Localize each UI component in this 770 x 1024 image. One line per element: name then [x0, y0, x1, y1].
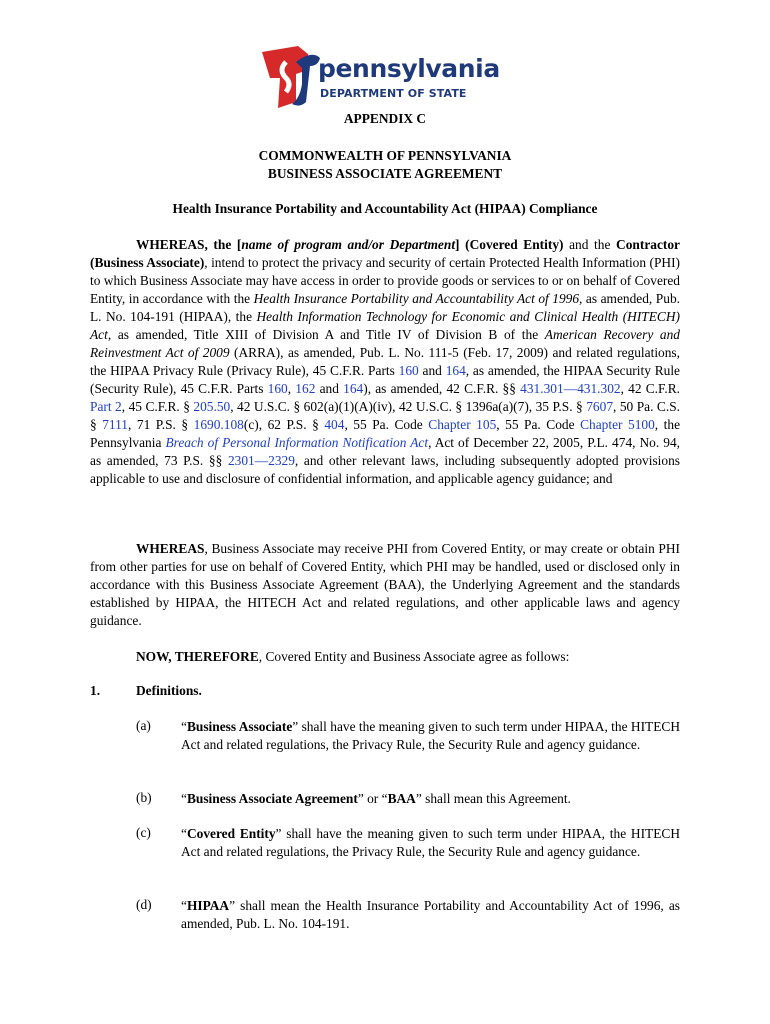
appendix-heading: APPENDIX C [343, 111, 427, 126]
text-run: , 55 Pa. Code [344, 417, 429, 432]
defined-term: Covered Entity [186, 826, 276, 841]
link-cfr-431[interactable]: 431.301—431.302 [520, 381, 621, 396]
text-run: ” shall have the meaning given to such term under HIPAA, the HITECH Act and related regulations, the Privacy Rule, the Security Rule and agency guidance. [181, 826, 680, 859]
definition-hipaa [181, 897, 680, 933]
item-label-c: (c) [136, 825, 151, 840]
text-run: ), as amended, 42 C.F.R. §§ [363, 381, 521, 396]
text-run: , intend to protect the privacy and security of certain Protected Health Information (PHI) to which Business Associate may have access in order to provide goods or services to or on behalf of Covered Entity, in accordance with the [90, 255, 680, 306]
therefore-paragraph [90, 648, 680, 666]
text-run: “ [181, 898, 187, 913]
logo-wordmark: pennsylvania [318, 54, 500, 83]
link-ps-404[interactable]: 404 [324, 417, 345, 432]
definition-baa [181, 790, 680, 808]
text-run: , Act of December 22, 2005, P.L. 474, No. 94, as amended, 73 P.S. §§ [90, 435, 680, 468]
link-cfr-160-security[interactable]: 160 [267, 381, 288, 396]
item-label-d: (d) [136, 897, 152, 912]
text-run: ” shall mean this Agreement. [415, 791, 571, 806]
text-run: and [418, 363, 446, 378]
text-run: (c), 62 P.S. § [243, 417, 325, 432]
defined-term: HIPAA [186, 898, 230, 913]
text-run: , as amended, Title XIII of Division A and Title IV of Division B of the [107, 327, 545, 342]
text-run: , 45 C.F.R. § [121, 399, 194, 414]
text-run: and the [563, 237, 617, 252]
defined-term: BAA [387, 791, 416, 806]
text-run: ” shall have the meaning given to such term under HIPAA, the HITECH Act and related regulations, the Privacy Rule, the Security Rule and agency guidance. [181, 719, 680, 752]
text-run: , 55 Pa. Code [496, 417, 581, 432]
text-run: and [315, 381, 344, 396]
item-label-a: (a) [136, 718, 151, 733]
therefore-lead: NOW, THEREFORE [136, 649, 259, 664]
text-run: , and other relevant laws, including subsequently adopted provisions applicable to use and disclosure of confidential information, and applicable agency guidance; and [90, 453, 680, 486]
text-run: , 42 C.F.R. [620, 381, 681, 396]
link-cfr-part-2[interactable]: Part 2 [90, 399, 122, 414]
text-run: , the Pennsylvania [90, 417, 681, 450]
hitech-act-title: Health Information Technology for Economic and Clinical Health (HITECH) Act [90, 309, 680, 342]
covered-entity-term: ] (Covered Entity) [455, 237, 564, 252]
text-run: , 42 U.S.C. § 602(a)(1)(A)(iv), 42 U.S.C. § 1396a(a)(7), 35 P.S. § [230, 399, 587, 414]
link-cfr-164-security[interactable]: 164 [343, 381, 364, 396]
definition-covered-entity [181, 825, 680, 861]
section-title: Definitions. [136, 683, 202, 698]
link-breach-act[interactable]: Breach of Personal Information Notification Act [165, 435, 429, 450]
link-chapter-105[interactable]: Chapter 105 [428, 417, 497, 432]
text-run: , Business Associate may receive PHI from Covered Entity, or may create or obtain PHI from other parties for use on behalf of Covered Entity, which PHI may be handled, used or disclosed only in accordance with this Business Associate Agreement (BAA), the Underlying Agreement and the standards established by HIPAA, the HITECH Act and related regulations, and other applicable laws and agency guidance. [90, 541, 680, 628]
text-run: , [287, 381, 296, 396]
link-ps-2301[interactable]: 2301—2329 [227, 453, 295, 468]
link-cfr-164[interactable]: 164 [445, 363, 466, 378]
link-cfr-160[interactable]: 160 [398, 363, 419, 378]
definition-business-associate [181, 718, 680, 754]
agreement-heading: BUSINESS ASSOCIATE AGREEMENT [267, 166, 503, 181]
program-placeholder: name of program and/or Department [241, 237, 456, 252]
link-cfr-205[interactable]: 205.50 [193, 399, 231, 414]
text-run: “ [181, 719, 187, 734]
recovery-act-title: American Recovery and Reinvestment Act of 2009 [90, 327, 680, 360]
defined-term: Business Associate Agreement [186, 791, 358, 806]
text-run: ” shall mean the Health Insurance Portability and Accountability Act of 1996, as amended, Pub. L. No. 104-191. [181, 898, 680, 931]
whereas-lead: WHEREAS, the [ [136, 237, 242, 252]
whereas-paragraph-2 [90, 540, 680, 630]
link-ps-1690[interactable]: 1690.108 [193, 417, 244, 432]
logo-department-label: DEPARTMENT OF STATE [320, 87, 467, 100]
hipaa-subtitle: Health Insurance Portability and Accountability Act (HIPAA) Compliance [172, 201, 598, 216]
text-run: ” or “ [357, 791, 388, 806]
link-ps-7607[interactable]: 7607 [586, 399, 614, 414]
item-label-b: (b) [136, 790, 152, 805]
link-chapter-5100[interactable]: Chapter 5100 [580, 417, 655, 432]
text-run: “ [181, 826, 187, 841]
text-run: , as amended, the HIPAA Security Rule (Security Rule), 45 C.F.R. Parts [90, 363, 681, 396]
text-run: (ARRA), as amended, Pub. L. No. 111-5 (Feb. 17, 2009) and related regulations, the HIPAA Privacy Rule (Privacy Rule), 45 C.F.R. Parts [90, 345, 680, 378]
defined-term: Business Associate [186, 719, 293, 734]
whereas-lead: WHEREAS [136, 541, 205, 556]
link-pacs-7111[interactable]: 7111 [102, 417, 129, 432]
commonwealth-heading: COMMONWEALTH OF PENNSYLVANIA [258, 148, 512, 163]
section-number: 1. [90, 683, 101, 698]
hipaa-act-title: Health Insurance Portability and Accountability Act of 1996 [253, 291, 580, 306]
text-run: , Covered Entity and Business Associate agree as follows: [258, 649, 570, 664]
text-run: “ [181, 791, 187, 806]
link-cfr-162[interactable]: 162 [295, 381, 316, 396]
text-run: , as amended, Pub. L. No. 104-191 (HIPAA), the [90, 291, 680, 324]
text-run: , 50 Pa. C.S. § [90, 399, 681, 432]
text-run: , 71 P.S. § [128, 417, 194, 432]
contractor-term: Contractor (Business Associate) [90, 237, 680, 270]
whereas-paragraph-1 [90, 236, 680, 488]
